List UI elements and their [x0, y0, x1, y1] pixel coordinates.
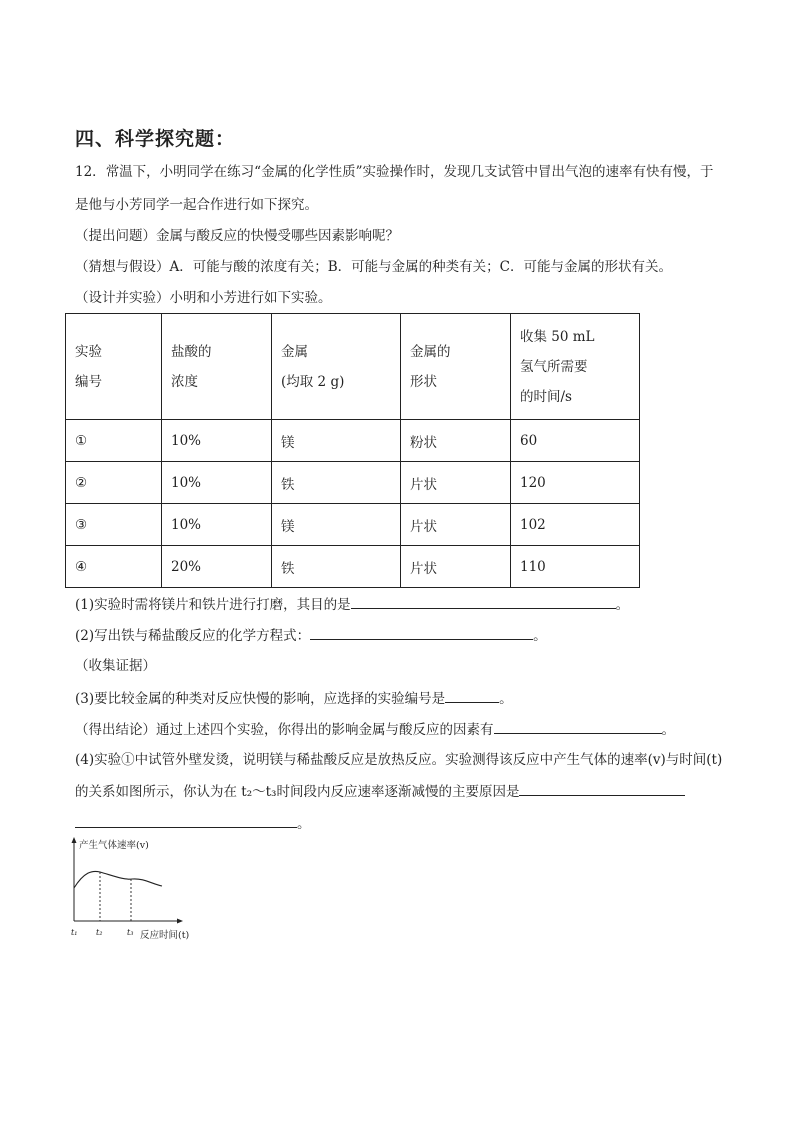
cell-metal: 镁	[272, 504, 401, 546]
cell-shape: 片状	[401, 462, 511, 504]
x-axis-arrow	[177, 919, 183, 924]
answer-blank-2[interactable]	[310, 625, 533, 640]
cell-metal: 镁	[272, 420, 401, 462]
y-axis-arrow	[72, 837, 77, 843]
cell-id: ④	[66, 546, 162, 588]
experiment-table	[65, 313, 640, 588]
question-2: (2)写出铁与稀盐酸反应的化学方程式： 。	[75, 625, 547, 646]
cell-metal: 铁	[272, 462, 401, 504]
header-cell-concentration: 盐酸的 浓度	[162, 314, 272, 420]
cell-id: ②	[66, 462, 162, 504]
tick-label-t3: t₃	[127, 928, 134, 937]
rate-time-chart	[62, 834, 212, 944]
question-number: 12．	[75, 164, 106, 180]
table-row	[66, 504, 640, 546]
design-experiment: （设计并实验）小明和小芳进行如下实验。	[75, 290, 332, 306]
table-header-row	[66, 314, 640, 420]
propose-question: （提出问题）金属与酸反应的快慢受哪些因素影响呢？	[75, 228, 399, 244]
question-3: (3)要比较金属的种类对反应快慢的影响，应选择的实验编号是 。	[75, 688, 513, 709]
cell-shape: 粉状	[401, 420, 511, 462]
question-4-line-1: (4)实验①中试管外壁发烫，说明镁与稀盐酸反应是放热反应。实验测得该反应中产生气体的速率(v)与时间(t)	[75, 752, 723, 768]
header-cell-id: 实验 编号	[66, 314, 162, 420]
intro-text-1: 常温下，小明同学在练习“金属的化学性质”实验操作时，发现几支试管中冒出气泡的速率有快有慢，于	[105, 164, 714, 180]
intro-line-2: 是他与小芳同学一起合作进行如下探究。	[75, 197, 318, 213]
answer-blank-4b[interactable]	[75, 813, 297, 828]
header-cell-time: 收集 50 mL 氢气所需要 的时间/s	[511, 314, 640, 420]
question-1: (1)实验时需将镁片和铁片进行打磨，其目的是 。	[75, 594, 629, 615]
answer-blank-1[interactable]	[351, 594, 616, 609]
conclusion: （得出结论）通过上述四个实验，你得出的影响金属与酸反应的因素有 。	[75, 719, 675, 740]
cell-concentration: 10%	[162, 420, 272, 462]
answer-blank-4a[interactable]	[519, 781, 685, 796]
table-row	[66, 420, 640, 462]
cell-concentration: 10%	[162, 462, 272, 504]
hypothesis: （猜想与假设）A．可能与酸的浓度有关；B．可能与金属的种类有关；C．可能与金属的形状有关。	[75, 259, 672, 275]
cell-time: 110	[511, 546, 640, 588]
question-4-line-3: 。	[75, 813, 311, 834]
section-title: 四、科学探究题：	[75, 128, 236, 150]
tick-label-t2: t₂	[96, 928, 103, 937]
cell-concentration: 20%	[162, 546, 272, 588]
cell-metal: 铁	[272, 546, 401, 588]
cell-id: ③	[66, 504, 162, 546]
cell-shape: 片状	[401, 546, 511, 588]
cell-id: ①	[66, 420, 162, 462]
cell-shape: 片状	[401, 504, 511, 546]
cell-time: 120	[511, 462, 640, 504]
question-4-line-2: 的关系如图所示，你认为在 t₂～t₃时间段内反应速率逐渐减慢的主要原因是	[75, 781, 685, 802]
tick-label-t1: t₁	[71, 928, 78, 937]
x-axis-label: 反应时间(t)	[140, 930, 190, 941]
table-row	[66, 462, 640, 504]
cell-time: 60	[511, 420, 640, 462]
table-row	[66, 546, 640, 588]
cell-time: 102	[511, 504, 640, 546]
header-cell-shape: 金属的 形状	[401, 314, 511, 420]
collect-evidence: （收集证据）	[75, 658, 156, 674]
cell-concentration: 10%	[162, 504, 272, 546]
answer-blank-conclusion[interactable]	[494, 719, 662, 734]
answer-blank-3[interactable]	[445, 688, 499, 703]
rate-curve	[74, 871, 162, 888]
intro-line-1	[75, 162, 714, 182]
header-cell-metal: 金属 (均取 2 g)	[272, 314, 401, 420]
y-axis-label: 产生气体速率(v)	[79, 840, 149, 851]
